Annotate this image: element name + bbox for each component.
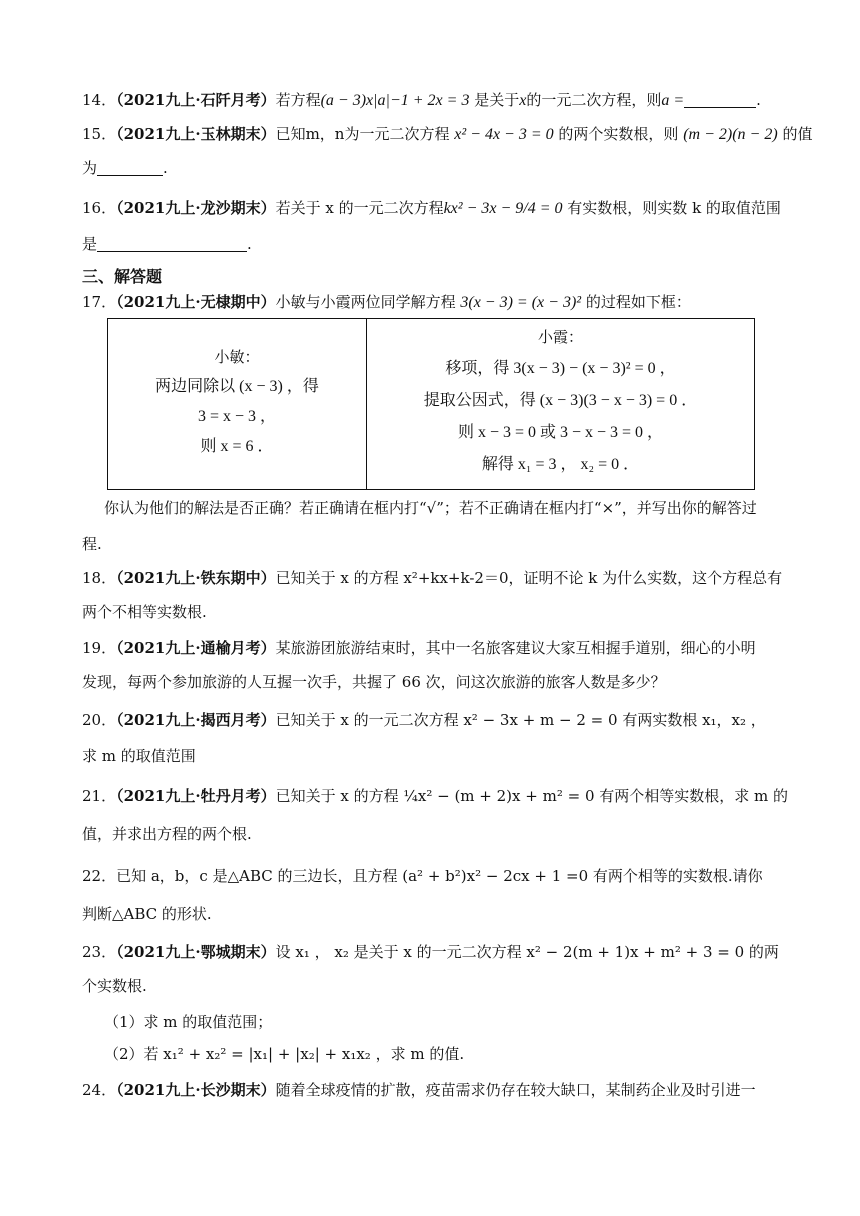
question-19-line2: 发现，每两个参加旅游的人互握一次手，共握了 66 次，问这次旅游的旅客人数是多少？ bbox=[82, 673, 666, 691]
question-15 bbox=[82, 124, 812, 145]
question-text: 已知关于 x 的一元二次方程 x² − 3x + m − 2 = 0 有两实数根 x₁，x₂ ， bbox=[275, 711, 766, 729]
answer-blank[interactable] bbox=[97, 251, 247, 252]
period: . bbox=[756, 91, 761, 109]
question-source: （2021九上·石阡月考） bbox=[116, 91, 276, 109]
variable: x bbox=[519, 92, 527, 109]
question-23-line2: 个实数根. bbox=[82, 977, 147, 995]
question-text: 若关于 x 的一元二次方程 bbox=[275, 199, 444, 217]
cell-line: 解得 x₁ = 3 ， x₂ = 0 ． bbox=[481, 456, 640, 473]
question-14 bbox=[82, 90, 761, 111]
question-23-part2: （2）若 x₁² + x₂² = |x₁| + |x₂| + x₁x₂ ，求 m 的值. bbox=[104, 1045, 465, 1063]
question-text: 设 x₁ ， x₂ 是关于 x 的一元二次方程 x² − 2(m + 1)x + m² + 3 = 0 的两 bbox=[275, 943, 779, 961]
question-number: 17． bbox=[82, 293, 117, 311]
question-source: （2021九上·鄂城期末） bbox=[116, 943, 276, 961]
question-text: 的过程如下框： bbox=[585, 293, 691, 311]
question-23-part1: （1）求 m 的取值范围； bbox=[104, 1013, 273, 1031]
question-source: （2021九上·无棣期中） bbox=[116, 293, 276, 311]
question-source: （2021九上·通榆月考） bbox=[116, 639, 276, 657]
answer-blank[interactable] bbox=[684, 107, 756, 108]
question-text: 随着全球疫情的扩散，疫苗需求仍存在较大缺口，某制药企业及时引进一 bbox=[275, 1081, 756, 1099]
question-text: 为 bbox=[82, 159, 98, 177]
question-text: 的两个实数根，则 bbox=[558, 125, 679, 143]
question-16 bbox=[82, 198, 781, 219]
question-source: （2021九上·玉林期末） bbox=[116, 125, 276, 143]
question-number: 16． bbox=[82, 199, 117, 217]
cell-line: 移项，得 3(x − 3) − (x − 3)² = 0 ， bbox=[445, 360, 676, 377]
question-number: 14． bbox=[82, 91, 117, 109]
question-17-prompt: 你认为他们的解法是否正确？若正确请在框内打“√”；若不正确请在框内打“×”，并写出你的解答过 bbox=[104, 499, 757, 517]
expression: (m − 2)(n − 2) bbox=[683, 126, 778, 143]
cell-line: 两边同除以 (x − 3) ，得 bbox=[155, 378, 319, 395]
question-20 bbox=[82, 710, 766, 730]
question-text: 有实数根，则实数 k 的取值范围 bbox=[567, 199, 781, 217]
question-source: （2021九上·龙沙期末） bbox=[116, 199, 276, 217]
question-number: 22． bbox=[82, 867, 117, 885]
cell-line: 3 = x − 3 ， bbox=[197, 408, 277, 425]
question-text: 已知关于 x 的方程 x²+kx+k-2＝0，证明不论 k 为什么实数，这个方程总有 bbox=[275, 569, 783, 587]
period: . bbox=[163, 159, 168, 177]
question-text: 是 bbox=[82, 235, 98, 253]
question-text: 某旅游团旅游结束时，其中一名旅客建议大家互相握手道别，细心的小明 bbox=[275, 639, 756, 657]
question-19 bbox=[82, 638, 756, 658]
equation: (a − 3)x|a|−1 + 2x = 3 bbox=[320, 92, 470, 109]
question-number: 24． bbox=[82, 1081, 117, 1099]
question-text: 的值 bbox=[782, 125, 813, 143]
answer-blank[interactable] bbox=[97, 175, 163, 176]
equation: 3(x − 3) = (x − 3)² bbox=[460, 294, 582, 311]
period: . bbox=[247, 235, 252, 253]
question-text: 已知m，n为一元二次方程 bbox=[275, 125, 450, 143]
equation: x² − 4x − 3 = 0 bbox=[454, 126, 554, 143]
answer-label: a = bbox=[661, 92, 685, 109]
question-text: 已知关于 x 的方程 ¼x² − (m + 2)x + m² = 0 有两个相等实数根，求 m 的 bbox=[275, 787, 789, 805]
cell-line: 提取公因式，得 (x − 3)(3 − x − 3) = 0 ． bbox=[423, 392, 698, 409]
question-22-line2: 判断△ABC 的形状. bbox=[82, 905, 212, 923]
question-number: 18． bbox=[82, 569, 117, 587]
question-text: 的一元二次方程，则 bbox=[526, 91, 662, 109]
question-18-line2: 两个不相等实数根. bbox=[82, 603, 207, 621]
cell-line: 则 x − 3 = 0 或 3 − x − 3 = 0 ， bbox=[457, 424, 664, 441]
question-source: （2021九上·铁东期中） bbox=[116, 569, 276, 587]
question-21 bbox=[82, 786, 788, 806]
question-22 bbox=[82, 866, 763, 886]
question-number: 20． bbox=[82, 711, 117, 729]
question-number: 15． bbox=[82, 125, 117, 143]
question-text: 是关于 bbox=[474, 91, 520, 109]
question-18 bbox=[82, 568, 782, 588]
question-source: （2021九上·揭西月考） bbox=[116, 711, 276, 729]
question-number: 19． bbox=[82, 639, 117, 657]
question-17-prompt-line2: 程. bbox=[82, 535, 102, 553]
question-number: 21． bbox=[82, 787, 117, 805]
question-text: 小敏与小霞两位同学解方程 bbox=[275, 293, 456, 311]
question-21-line2: 值，并求出方程的两个根. bbox=[82, 825, 252, 843]
question-24 bbox=[82, 1080, 756, 1100]
question-number: 23． bbox=[82, 943, 117, 961]
question-source: （2021九上·长沙期末） bbox=[116, 1081, 276, 1099]
question-text: 若方程 bbox=[275, 91, 321, 109]
xiaomin-cell[interactable] bbox=[108, 319, 367, 490]
cell-line: 则 x = 6 ． bbox=[200, 438, 274, 455]
xiaoxia-cell[interactable] bbox=[367, 319, 755, 490]
question-23 bbox=[82, 942, 779, 962]
solution-table bbox=[107, 318, 755, 490]
question-text: 已知 a，b，c 是△ABC 的三边长，且方程 (a² + b²)x² − 2cx + 1 =0 有两个相等的实数根.请你 bbox=[116, 867, 763, 885]
question-16-line2 bbox=[82, 234, 252, 254]
cell-line: 小霞： bbox=[537, 328, 583, 346]
cell-line: 小敏： bbox=[214, 348, 260, 366]
question-source: （2021九上·牡丹月考） bbox=[116, 787, 276, 805]
equation: kx² − 3x − 9/4 = 0 bbox=[443, 200, 563, 217]
question-15-line2 bbox=[82, 158, 168, 178]
question-20-line2: 求 m 的取值范围 bbox=[82, 747, 196, 765]
section-heading: 三、解答题 bbox=[82, 267, 163, 286]
question-17 bbox=[82, 292, 691, 313]
